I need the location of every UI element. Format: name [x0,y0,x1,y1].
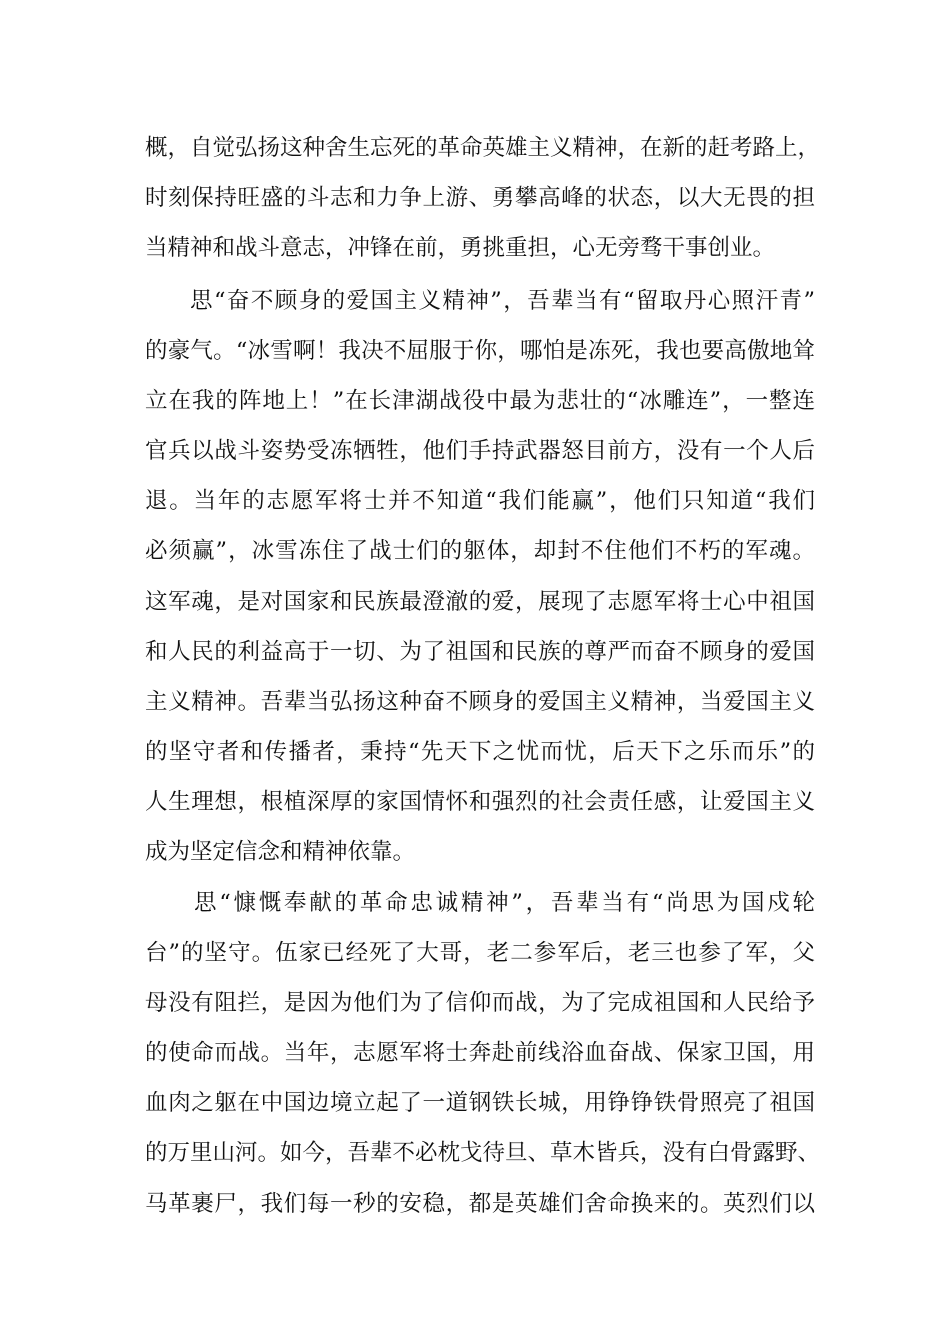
paragraph-line: 这军魂，是对国家和民族最澄澈的爱，展现了志愿军将士心中祖国 [145,589,815,615]
paragraph-line: 马革裹尸，我们每一秒的安稳，都是英雄们舍命换来的。英烈们以 [145,1191,815,1217]
paragraph-line: 血肉之躯在中国边境立起了一道钢铁长城，用铮铮铁骨照亮了祖国 [145,1090,815,1116]
paragraph-line: 和人民的利益高于一切、为了祖国和民族的尊严而奋不顾身的爱国 [145,639,815,665]
paragraph-line: 思“奋不顾身的爱国主义精神”，吾辈当有“留取丹心照汗青” [190,288,815,314]
paragraph-line: 的使命而战。当年，志愿军将士奔赴前线浴血奋战、保家卫国，用 [145,1040,815,1066]
paragraph-line: 台”的坚守。伍家已经死了大哥，老二参军后，老三也参了军，父 [145,940,815,966]
paragraph-line: 官兵以战斗姿势受冻牺牲，他们手持武器怒目前方，没有一个人后 [145,438,815,464]
paragraph-line: 的万里山河。如今，吾辈不必枕戈待旦、草木皆兵，没有白骨露野、 [145,1140,821,1166]
paragraph-line: 退。当年的志愿军将士并不知道“我们能赢”，他们只知道“我们 [145,488,815,514]
paragraph-line: 的坚守者和传播者，秉持“先天下之忧而忧，后天下之乐而乐”的 [145,739,815,765]
paragraph-line: 的豪气。“冰雪啊！我决不屈服于你，哪怕是冻死，我也要高傲地耸 [145,338,815,364]
paragraph-line: 人生理想，根植深厚的家国情怀和强烈的社会责任感，让爱国主义 [145,789,815,815]
paragraph-line: 必须赢”，冰雪冻住了战士们的躯体，却封不住他们不朽的军魂。 [145,538,815,564]
paragraph-line: 当精神和战斗意志，冲锋在前，勇挑重担，心无旁骛干事创业。 [145,235,776,261]
paragraph-line: 立在我的阵地上！”在长津湖战役中最为悲壮的“冰雕连”，一整连 [145,388,815,414]
paragraph-line: 时刻保持旺盛的斗志和力争上游、勇攀高峰的状态，以大无畏的担 [145,185,815,211]
paragraph-line: 主义精神。吾辈当弘扬这种奋不顾身的爱国主义精神，当爱国主义 [145,689,815,715]
paragraph-line: 成为坚定信念和精神依靠。 [145,839,416,865]
paragraph-line: 思“慷慨奉献的革命忠诚精神”，吾辈当有“尚思为国戍轮 [194,890,815,916]
paragraph-line: 母没有阻拦，是因为他们为了信仰而战，为了完成祖国和人民给予 [145,990,815,1016]
paragraph-line: 概，自觉弘扬这种舍生忘死的革命英雄主义精神，在新的赶考路上， [145,135,821,161]
